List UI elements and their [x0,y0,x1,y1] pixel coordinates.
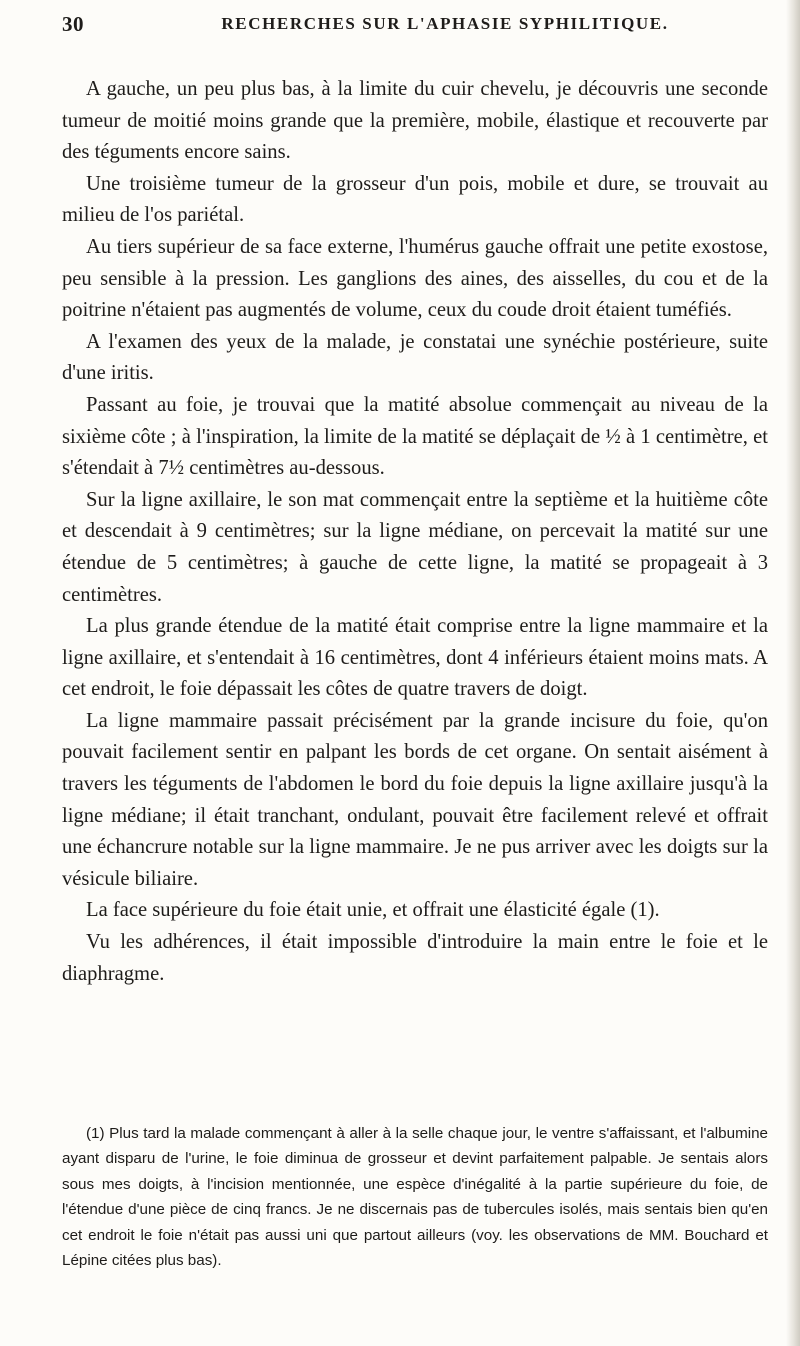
paragraph: La plus grande étendue de la matité était comprise entre la ligne mammaire et la ligne axillaire, et s'entendait à 16 centimètres, dont 4 inférieurs étaient moins mats. A cet endroit, le foie dépassait les côtes de quatre travers de doigt. [62,615,768,701]
page-edge [786,0,800,1346]
page-header [62,8,768,44]
paragraph: A gauche, un peu plus bas, à la limite du cuir chevelu, je découvris une seconde tumeur de moitié moins grande que la première, mobile, élastique et recouverte par des téguments encore sains. [62,78,768,164]
paragraph: Passant au foie, je trouvai que la matité absolue commençait au niveau de la sixième côte ; à l'inspiration, la limite de la matité se déplaçait de ½ à 1 centimètre, et s'étendait à 7½ centimètres au-dessous. [62,393,768,480]
running-title: RECHERCHES SUR L'APHASIE SYPHILITIQUE. [221,14,669,33]
paragraph: Sur la ligne axillaire, le son mat commençait entre la septième et la huitième côte et descendait à 9 centimètres; sur la ligne médiane, on percevait la matité sur une étendue de 5 centimètres; à gauche de cette ligne, la matité se propageait à 3 centimètres. [62,488,768,606]
footnote: (1) Plus tard la malade commençant à aller à la selle chaque jour, le ventre s'affaissant, et l'albumine ayant disparu de l'urine, le foie diminua de grosseur et devint parfaitement palpable. Je sentais alors sous mes doigts, à l'incision mentionnée, une espèce d'inégalité à la partie supérieure du foie, de l'étendue d'une pièce de cinq francs. Je ne discernais pas de tubercules isolés, mais sentais bien qu'en cet endroit le foie n'était pas aussi uni que partout ailleurs (voy. les observations de MM. Bouchard et Lépine citées plus bas). [62,1125,768,1270]
page-number: 30 [62,12,84,36]
paragraph: La ligne mammaire passait précisément par la grande incisure du foie, qu'on pouvait facilement sentir en palpant les bords de cet organe. On sentait aisément à travers les téguments de l'abdomen le bord du foie depuis la ligne axillaire jusqu'à la ligne médiane; il était tranchant, ondulant, pouvait être facilement relevé et offrait une échancrure notable sur la ligne mammaire. Je ne pus arriver avec les doigts sur la vésicule biliaire. [62,709,768,890]
paragraph: La face supérieure du foie était unie, et offrait une élasticité égale (1). [86,899,660,922]
paragraph: Vu les adhérences, il était impossible d'introduire la main entre le foie et le diaphragme. [62,931,768,985]
paragraph: Au tiers supérieur de sa face externe, l'humérus gauche offrait une petite exostose, peu sensible à la pression. Les ganglions des aines, des aisselles, du cou et de la poitrine n'étaient pas augmentés de volume, ceux du coude droit étaient tuméfiés. [62,235,768,322]
paragraph: A l'examen des yeux de la malade, je constatai une synéchie postérieure, suite d'une iritis. [62,330,768,385]
paragraph: Une troisième tumeur de la grosseur d'un pois, mobile et dure, se trouvait au milieu de l'os pariétal. [62,172,768,227]
body-text [62,74,768,990]
